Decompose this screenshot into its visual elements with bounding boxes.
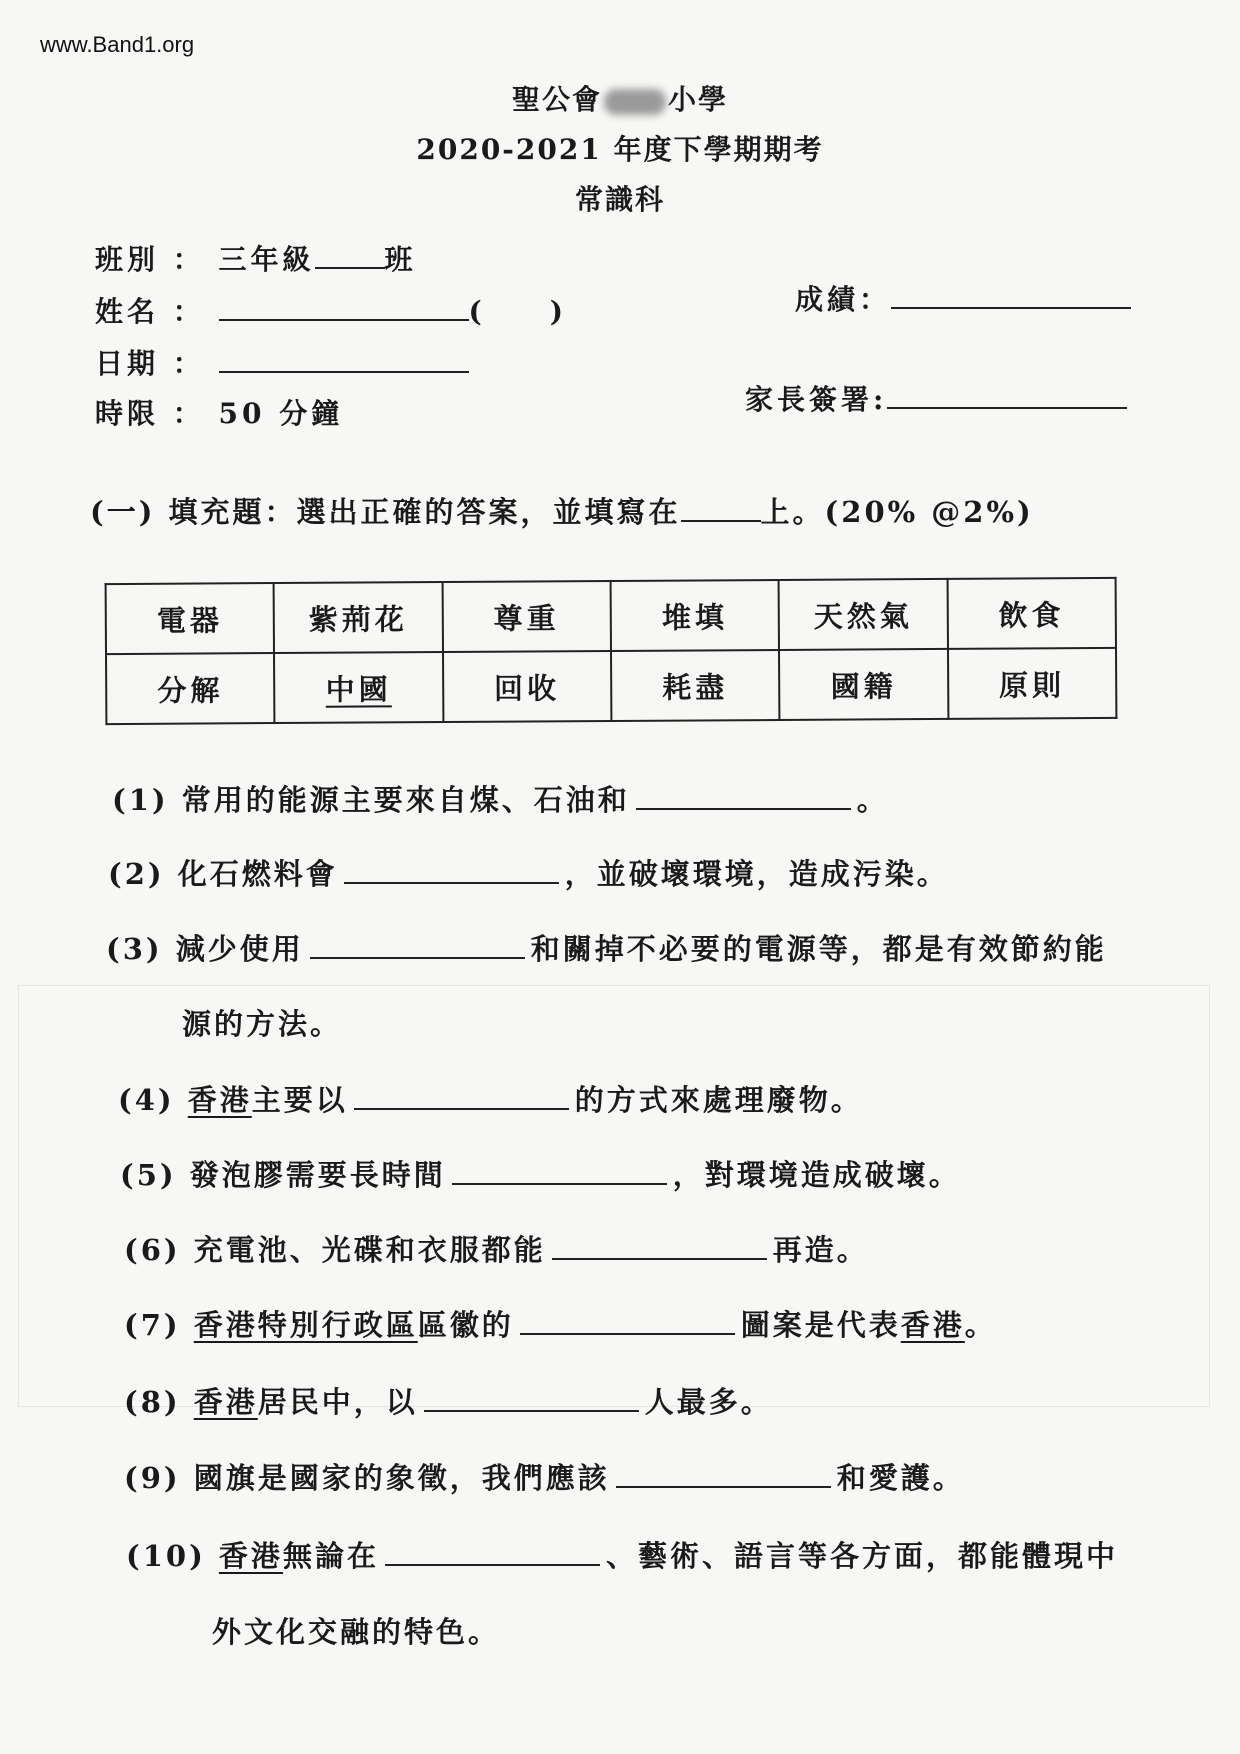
question-number: (9) [124, 1461, 181, 1495]
word-bank-cell: 紫荊花 [274, 582, 443, 653]
answer-blank[interactable] [310, 931, 525, 959]
answer-blank[interactable] [616, 1460, 831, 1488]
question-5 [120, 1153, 961, 1194]
class-suffix: 班 [384, 243, 417, 276]
date-label: 日期 ： [95, 347, 205, 380]
question-text: 區徽的 [417, 1308, 514, 1342]
time-label: 時限 ： [95, 397, 205, 430]
question-text: 常用的能源主要來自煤、石油和 [181, 783, 630, 817]
word-bank-row [106, 578, 1116, 654]
class-blank[interactable] [315, 241, 385, 269]
question-6 [124, 1228, 869, 1269]
question-text: 國旗是國家的象徵，我們應該 [193, 1461, 610, 1495]
question-text: 圖案是代表 [740, 1308, 901, 1342]
question-10-continued: 外文化交融的特色。 [212, 1615, 501, 1649]
question-number: (4) [118, 1083, 175, 1117]
word-bank-cell: 分解 [106, 653, 275, 724]
name-blank[interactable] [219, 293, 469, 321]
word-bank-table [105, 577, 1118, 725]
answer-blank[interactable] [344, 856, 559, 884]
word-bank-cell: 天然氣 [779, 579, 948, 650]
word-bank-cell: 耗盡 [611, 650, 780, 721]
question-text: 充電池、光碟和衣服都能 [193, 1233, 546, 1267]
class-label: 班別 ： [95, 243, 205, 276]
question-text: 人最多。 [644, 1385, 773, 1419]
word-bank-cell: 尊重 [442, 581, 611, 652]
question-number: (3) [106, 932, 163, 966]
question-text: 居民中，以 [257, 1385, 418, 1419]
score-blank[interactable] [891, 281, 1131, 309]
class-value: 三年級 [218, 243, 315, 276]
question-number: (2) [108, 857, 165, 891]
parent-signature-label: 家長簽署: [745, 383, 888, 416]
word-bank-cell: 電器 [106, 583, 275, 654]
answer-blank[interactable] [424, 1384, 639, 1412]
question-text-underlined: 香港特別行政區 [193, 1308, 418, 1342]
score-label: 成績： [795, 283, 892, 316]
question-text: 和關掉不必要的電源等，都是有效節約能 [530, 932, 1107, 966]
word-bank-cell: 原則 [948, 648, 1117, 719]
class-number-paren: ( ) [468, 295, 567, 328]
question-text-underlined: 香港 [218, 1539, 283, 1573]
section-title-post: 上。(20% @2%) [760, 495, 1034, 529]
question-number: (7) [124, 1308, 181, 1342]
school-name-post: 小學 [668, 83, 729, 116]
word-bank-row [106, 648, 1116, 724]
answer-blank[interactable] [385, 1538, 600, 1566]
question-3-continued: 源的方法。 [182, 1007, 343, 1041]
parent-signature-blank[interactable] [887, 381, 1127, 409]
answer-blank[interactable] [520, 1307, 735, 1335]
answer-blank[interactable] [452, 1157, 667, 1185]
question-text: 的方式來處理廢物。 [574, 1083, 863, 1117]
question-text-underlined: 香港 [193, 1385, 258, 1419]
question-text: 。 [856, 783, 889, 817]
question-number: (8) [124, 1385, 181, 1419]
question-8 [124, 1380, 773, 1421]
score-field [795, 278, 1131, 318]
question-text: 再造。 [772, 1233, 869, 1267]
word-bank-cell: 回收 [443, 651, 612, 722]
question-text: ，並破壞環境，造成污染。 [564, 857, 949, 891]
school-name-pre: 聖公會 [511, 83, 602, 116]
blurred-school-name [604, 89, 666, 115]
word-bank-cell: 中國 [274, 652, 443, 723]
school-name [0, 78, 1240, 118]
question-text: 無論在 [282, 1539, 379, 1573]
word-bank-cell: 國籍 [779, 649, 948, 720]
question-text: 、藝術、語言等各方面，都能體現中 [605, 1539, 1118, 1573]
name-field [95, 290, 567, 330]
question-3 [106, 927, 1107, 968]
time-field [95, 392, 343, 432]
question-text-underlined: 香港 [900, 1308, 965, 1342]
question-text: ，對環境造成破壞。 [672, 1158, 961, 1192]
question-9 [124, 1456, 965, 1497]
question-10 [126, 1534, 1118, 1575]
question-text: 主要以 [251, 1083, 348, 1117]
question-2 [108, 852, 949, 893]
question-text: 。 [964, 1308, 997, 1342]
section-title [90, 490, 1034, 531]
question-text: 化石燃料會 [177, 857, 338, 891]
exam-term: 2020-2021 年度下學期期考 [416, 133, 824, 166]
question-text: 減少使用 [175, 932, 304, 966]
parent-signature-field [745, 378, 1127, 418]
question-4 [118, 1078, 863, 1119]
date-blank[interactable] [219, 345, 469, 373]
answer-blank[interactable] [354, 1082, 569, 1110]
question-number: (5) [120, 1158, 177, 1192]
question-7 [124, 1303, 997, 1344]
watermark: www.Band1.org [40, 32, 195, 57]
subject: 常識科 [574, 183, 665, 216]
question-text-underlined: 香港 [187, 1083, 252, 1117]
answer-blank[interactable] [552, 1232, 767, 1260]
name-label: 姓名 ： [95, 295, 205, 328]
question-text: 和愛護。 [836, 1461, 965, 1495]
section-title-pre: (一) 填充題：選出正確的答案，並填寫在 [90, 495, 681, 529]
word-bank-cell: 堆填 [611, 580, 780, 651]
word-bank-cell: 飲食 [947, 578, 1116, 649]
time-value: 50 分鐘 [218, 397, 344, 430]
question-1 [112, 778, 889, 819]
question-number: (10) [126, 1539, 206, 1573]
answer-blank[interactable] [636, 782, 851, 810]
question-number: (6) [124, 1233, 181, 1267]
date-field [95, 342, 469, 382]
class-field [95, 238, 417, 278]
question-text: 發泡膠需要長時間 [189, 1158, 446, 1192]
section-title-blank [681, 494, 761, 522]
question-number: (1) [112, 783, 169, 817]
